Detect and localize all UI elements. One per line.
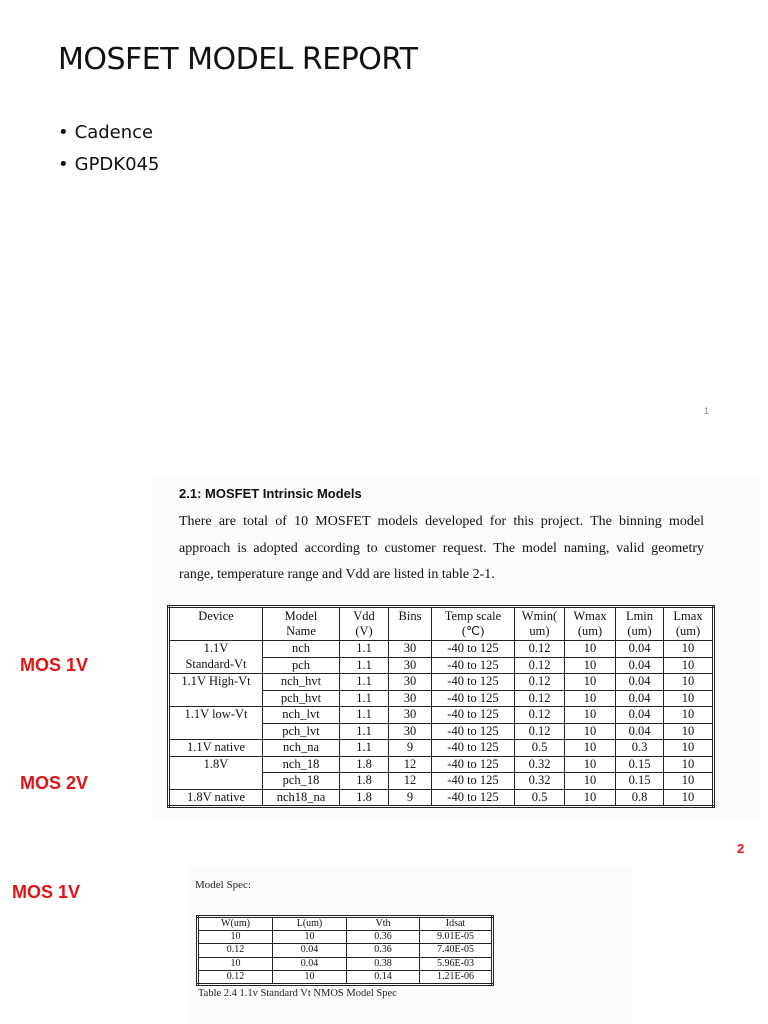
table-cell: 0.5 xyxy=(515,789,565,807)
page-number-2: 2 xyxy=(737,841,745,856)
table-cell: 1.1 xyxy=(340,690,389,707)
table-row xyxy=(169,756,714,773)
table-cell: 0.36 xyxy=(347,931,420,944)
header-text: Vdd xyxy=(353,609,375,623)
header-temp-scale xyxy=(432,607,515,641)
table-cell: 10 xyxy=(664,756,714,773)
table-row xyxy=(198,957,493,970)
table-cell: -40 to 125 xyxy=(432,674,515,691)
table-cell: 10 xyxy=(565,690,616,707)
header-device xyxy=(169,607,263,641)
table-cell: 0.04 xyxy=(616,641,664,658)
table-cell: -40 to 125 xyxy=(432,707,515,724)
table-row xyxy=(169,740,714,757)
scanned-model-spec xyxy=(188,866,632,1024)
device-cell: 1.1V low-Vt xyxy=(169,707,263,724)
mosfet-spec-table xyxy=(167,605,715,808)
table-cell: 9 xyxy=(389,740,432,757)
table-cell: 0.04 xyxy=(616,707,664,724)
table-cell: 10 xyxy=(664,674,714,691)
table-cell: 1.1 xyxy=(340,674,389,691)
header-text: um) xyxy=(529,624,550,638)
table-cell: 0.15 xyxy=(616,773,664,790)
table-cell: -40 to 125 xyxy=(432,690,515,707)
table-cell: 1.1 xyxy=(340,707,389,724)
header-idsat: Idsat xyxy=(420,917,493,931)
header-text: Device xyxy=(198,609,234,623)
table-row xyxy=(169,773,714,790)
device-cell: 1.8V native xyxy=(169,789,263,807)
bullet-dot: • xyxy=(58,154,69,175)
table-cell: 10 xyxy=(198,931,273,944)
table-cell: 9.01E-05 xyxy=(420,931,493,944)
section-heading: 2.1: MOSFET Intrinsic Models xyxy=(179,486,362,501)
table-cell: 1.1 xyxy=(340,657,389,674)
table-cell: 7.40E-05 xyxy=(420,944,493,957)
table-cell: 1.1 xyxy=(340,740,389,757)
scanned-excerpt-section xyxy=(153,478,760,818)
table-cell: 0.12 xyxy=(515,723,565,740)
table-cell: nch_na xyxy=(263,740,340,757)
table-cell: -40 to 125 xyxy=(432,641,515,658)
slide-title: MOSFET MODEL REPORT xyxy=(58,42,418,77)
table-cell: 10 xyxy=(565,707,616,724)
header-bins xyxy=(389,607,432,641)
table-cell: 10 xyxy=(664,707,714,724)
table-cell: 0.12 xyxy=(515,641,565,658)
model-spec-table xyxy=(196,915,494,986)
device-cell xyxy=(169,773,263,790)
header-text: Lmax xyxy=(673,609,703,623)
table-cell: 30 xyxy=(389,674,432,691)
header-text: (um) xyxy=(577,624,603,638)
table-cell: -40 to 125 xyxy=(432,740,515,757)
table-cell: 10 xyxy=(664,773,714,790)
table-cell: 10 xyxy=(273,931,347,944)
table-row xyxy=(198,931,493,944)
table-cell: 12 xyxy=(389,773,432,790)
table-cell: 10 xyxy=(565,723,616,740)
header-w: W(um) xyxy=(198,917,273,931)
table-cell: -40 to 125 xyxy=(432,756,515,773)
table-body xyxy=(169,641,714,807)
table-row xyxy=(169,723,714,740)
device-cell xyxy=(169,690,263,707)
bullet-item xyxy=(58,117,159,149)
table-cell: 10 xyxy=(664,690,714,707)
table-cell: -40 to 125 xyxy=(432,657,515,674)
table-cell: 0.36 xyxy=(347,944,420,957)
table-cell: 0.04 xyxy=(273,957,347,970)
device-cell: 1.1V xyxy=(169,641,263,658)
table-cell: 0.32 xyxy=(515,773,565,790)
header-vdd xyxy=(340,607,389,641)
table-row xyxy=(169,789,714,807)
table-caption: Table 2.4 1.1v Standard Vt NMOS Model Spec xyxy=(198,988,397,999)
table-cell: 0.12 xyxy=(515,657,565,674)
table-cell: 10 xyxy=(565,674,616,691)
table-cell: 10 xyxy=(664,657,714,674)
header-lmin xyxy=(616,607,664,641)
model-spec-caption: Model Spec: xyxy=(195,879,251,891)
header-vth: Vth xyxy=(347,917,420,931)
table-cell: nch18_na xyxy=(263,789,340,807)
table-cell: 1.8 xyxy=(340,789,389,807)
table-cell: 0.12 xyxy=(515,707,565,724)
table-row xyxy=(169,674,714,691)
table-cell: 0.15 xyxy=(616,756,664,773)
device-cell: 1.1V High-Vt xyxy=(169,674,263,691)
table-cell: 10 xyxy=(565,756,616,773)
table-cell: 10 xyxy=(664,740,714,757)
header-text: Temp scale xyxy=(444,609,502,623)
table-cell: 5.96E-03 xyxy=(420,957,493,970)
table-header-row xyxy=(198,917,493,931)
table-cell: 10 xyxy=(565,789,616,807)
table-cell: 0.04 xyxy=(616,690,664,707)
table-cell: 1.8 xyxy=(340,773,389,790)
table-row xyxy=(198,944,493,957)
table-cell: 10 xyxy=(198,957,273,970)
table-cell: 10 xyxy=(664,723,714,740)
table-row xyxy=(169,657,714,674)
table-cell: 0.38 xyxy=(347,957,420,970)
table-cell: 0.3 xyxy=(616,740,664,757)
header-l: L(um) xyxy=(273,917,347,931)
table-cell: 30 xyxy=(389,657,432,674)
section-paragraph: There are total of 10 MOSFET models developed for this project. The binning model approach is adopted according to customer request. The model naming, valid geometry range, temperature range and Vdd are listed in table 2-1. xyxy=(179,514,704,582)
table-cell: 1.1 xyxy=(340,641,389,658)
table-cell: 30 xyxy=(389,641,432,658)
device-cell: 1.8V xyxy=(169,756,263,773)
table-cell: 10 xyxy=(664,641,714,658)
header-text: Model xyxy=(284,609,318,623)
table-cell: 10 xyxy=(565,657,616,674)
table-cell: 0.04 xyxy=(616,657,664,674)
bullet-list xyxy=(58,117,159,181)
table-header-row xyxy=(169,607,714,641)
bullet-text: Cadence xyxy=(74,122,154,143)
header-text: (um) xyxy=(675,624,701,638)
device-cell xyxy=(169,723,263,740)
table-cell: 0.12 xyxy=(515,674,565,691)
table-cell: 0.12 xyxy=(198,944,273,957)
table-cell: 10 xyxy=(565,773,616,790)
table-cell: 30 xyxy=(389,690,432,707)
table-cell: 10 xyxy=(664,789,714,807)
table-cell: 10 xyxy=(273,970,347,984)
device-cell: 1.1V native xyxy=(169,740,263,757)
header-text: Lmin xyxy=(625,609,654,623)
table-body xyxy=(198,931,493,985)
table-cell: nch_hvt xyxy=(263,674,340,691)
table-row xyxy=(169,690,714,707)
table-cell: -40 to 125 xyxy=(432,773,515,790)
table-cell: 1.8 xyxy=(340,756,389,773)
device-cell: Standard-Vt xyxy=(169,657,263,674)
page-number-1: 1 xyxy=(704,406,710,416)
mos-1v-label: MOS 1V xyxy=(20,655,89,675)
header-text: (℃) xyxy=(461,624,485,638)
header-model-name xyxy=(263,607,340,641)
header-lmax xyxy=(664,607,714,641)
table-row xyxy=(169,641,714,658)
header-wmax xyxy=(565,607,616,641)
table-row xyxy=(198,970,493,984)
table-cell: -40 to 125 xyxy=(432,789,515,807)
bullet-dot: • xyxy=(58,122,69,143)
table-cell: nch xyxy=(263,641,340,658)
header-text: (V) xyxy=(355,624,373,638)
table-cell: 9 xyxy=(389,789,432,807)
table-cell: 0.14 xyxy=(347,970,420,984)
table-cell: 0.12 xyxy=(515,690,565,707)
table-cell: 30 xyxy=(389,707,432,724)
table-cell: 0.5 xyxy=(515,740,565,757)
table-cell: 0.8 xyxy=(616,789,664,807)
bullet-text: GPDK045 xyxy=(74,154,160,175)
table-cell: nch_18 xyxy=(263,756,340,773)
table-cell: 0.04 xyxy=(273,944,347,957)
mos-1v-label-2: MOS 1V xyxy=(12,882,81,902)
table-row xyxy=(169,707,714,724)
table-cell: pch xyxy=(263,657,340,674)
table-cell: pch_hvt xyxy=(263,690,340,707)
table-cell: pch_lvt xyxy=(263,723,340,740)
table-cell: nch_lvt xyxy=(263,707,340,724)
table-cell: pch_18 xyxy=(263,773,340,790)
table-cell: 12 xyxy=(389,756,432,773)
table-cell: 0.04 xyxy=(616,674,664,691)
header-text: Name xyxy=(286,624,316,638)
table-cell: 30 xyxy=(389,723,432,740)
table-cell: 10 xyxy=(565,641,616,658)
header-text: Bins xyxy=(398,609,422,623)
header-text: Wmax xyxy=(573,609,607,623)
header-text: Wmin( xyxy=(521,609,558,623)
table-cell: 0.12 xyxy=(198,970,273,984)
table-cell: 10 xyxy=(565,740,616,757)
header-wmin xyxy=(515,607,565,641)
table-cell: 0.04 xyxy=(616,723,664,740)
table-cell: 1.1 xyxy=(340,723,389,740)
bullet-item xyxy=(58,149,159,181)
mos-2v-label: MOS 2V xyxy=(20,773,89,793)
table-cell: 1.21E-06 xyxy=(420,970,493,984)
table-cell: -40 to 125 xyxy=(432,723,515,740)
table-cell: 0.32 xyxy=(515,756,565,773)
header-text: (um) xyxy=(627,624,652,638)
